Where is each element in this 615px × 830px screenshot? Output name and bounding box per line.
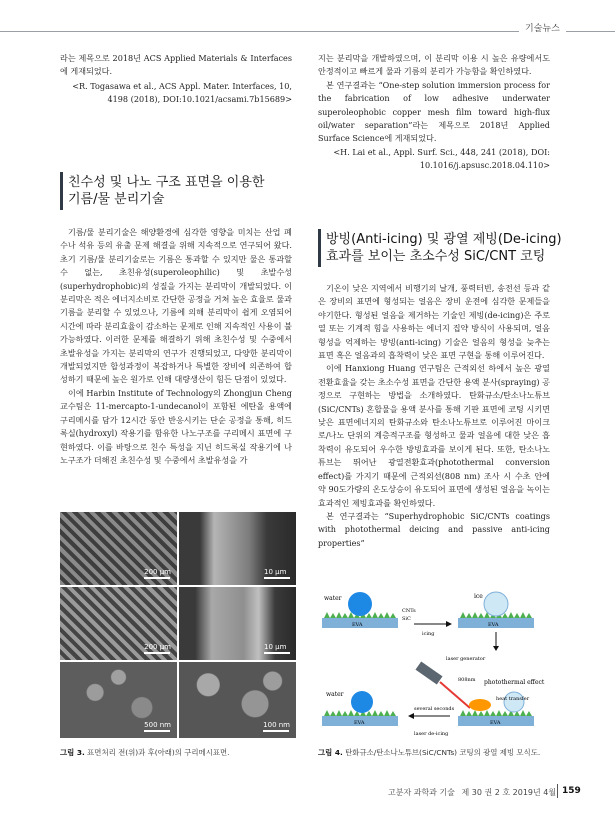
- figure-3: [60, 512, 296, 738]
- figure-4-diagram: [318, 588, 556, 738]
- section-title-line: 기름/물 분리기술: [68, 192, 165, 207]
- footer-journal: 고분자 과학과 기술: [388, 788, 455, 797]
- paragraph: 이에 Hanxiong Huang 연구팀은 근적외선 하에서 높은 광열 전환효율을 갖는 초소수성 표면을 간단한 용액 분사(spraying) 공정으로 구현하는 방법을 소개하였다. 탄화규소/탄소나노튜브(SiC/CNTs) 혼합물을 용액 분사를 통해 기판 표면에 코팅 시키면 낮은 표면에너지의 탄화규소와 탄소나노튜브로 이루어진 마이크로/나노 단위의 계층적구조를 형성하고 물과 얼음에 대한 낮은 흡착력이 유도되어 우수한 방빙효과를 보이게 된다. 또한, 탄소나노튜브는 뛰어난 광열전환효과(photothermal conversion effect)를 가지기 때문에 근적외선(808 nm) 조사 시 수초 안에 약 90도가량의 온도상승이 유도되어 표면에 생성된 얼음을 녹이는 효과적인 제빙효과를 확인하였다.: [318, 363, 550, 508]
- label-eva: EVA: [352, 622, 363, 628]
- water-droplet: [351, 691, 373, 713]
- caption-label: 그림 4.: [318, 748, 343, 757]
- paragraph: 라는 제목으로 2018년 ACS Applied Materials & Interfaces에 게재되었다.: [60, 53, 292, 77]
- section-title: [68, 174, 298, 208]
- right-column-top: [318, 52, 550, 173]
- label-sic: SiC: [402, 616, 411, 622]
- paragraph: 본 연구결과는 “One-step solution immersion process for the fabrication of low adhesive underwater superoleophobic copper mesh film toward high-flux oil/water separation”라는 제목으로 2018년 Applied Surface Science에 게재되었다.: [318, 79, 550, 144]
- page-number: 159: [562, 786, 581, 796]
- section-tab: [519, 20, 577, 42]
- ice-droplet: [484, 592, 508, 616]
- section-title-line: 방빙(Anti-icing) 및 광열 제빙(De-icing): [326, 232, 562, 247]
- paragraph: 기온이 낮은 지역에서 비행기의 날개, 풍력터빈, 송전선 등과 같은 장비의 표면에 형성되는 얼음은 장비 운전에 심각한 문제들을 야기한다. 형성된 얼음을 제거하는 기술인 제빙(de-icing)은 주로 열 또는 기계적 힘을 사용하는 에너지 집약 방식이 사용되며, 얼음 형성을 억제하는 방빙(anti-icing) 기술은 얼음의 형성을 늦추는 표면 혹은 얼음과의 흡착력이 낮은 표면 구현을 통해 이루어진다.: [318, 283, 550, 361]
- reference: <R. Togasawa et al., ACS Appl. Mater. Interfaces, 10, 4198 (2018), DOI:10.1021/acsami.7b15689>: [72, 80, 292, 105]
- arrow-head-icon: [408, 713, 414, 719]
- arrow-head-icon: [493, 646, 499, 651]
- sem-image: [60, 512, 177, 585]
- scale-label: 200 μm: [144, 568, 171, 579]
- figure-3-caption: [60, 747, 300, 758]
- label-cnts: CNTs: [402, 608, 416, 614]
- label-ice: ice: [474, 593, 483, 600]
- left-column-top: [60, 52, 292, 107]
- label-eva: EVA: [488, 622, 499, 628]
- heat-spot: [469, 699, 491, 711]
- sem-image: [179, 662, 296, 738]
- label-water: water: [326, 691, 344, 698]
- scale-label: 500 nm: [144, 721, 171, 732]
- sem-image: [60, 662, 177, 738]
- sem-image: [60, 587, 177, 660]
- paragraph: 지는 분리막을 개발하였으며, 이 분리막 이용 시 높은 유량에서도 안정적이고 빠르게 물과 기름의 분리가 가능함을 확인하였다.: [318, 53, 550, 77]
- footer-issue: 제 30 권 2 호 2019년 4월: [461, 788, 557, 797]
- laser-generator-icon: [415, 661, 442, 684]
- scale-label: 100 nm: [263, 721, 290, 732]
- label-heat-transfer: heat transfer: [496, 696, 530, 702]
- label-icing: icing: [422, 631, 435, 637]
- reference: <H. Lai et al., Appl. Surf. Sci., 448, 241 (2018), DOI: 10.1016/j.apsusc.2018.04.110>: [333, 146, 550, 171]
- label-808nm: 808nm: [458, 677, 476, 683]
- paragraph: 이에 Harbin Institute of Technology의 Zhongjun Cheng 교수팀은 11-mercapto-1-undecanol이 포함된 에탄올 용액에 구리메시를 담가 12시간 동안 반응시키는 단순 공정을 통해, 히드록실(hydroxyl) 작용기를 함유한 나노구조를 구리메시 표면에 구현하였다. 이를 바탕으로 친수 특성을 지닌 히드록실 작용기에 나노구조가 더해진 초친수성 및 수중에서 초발유성을 가: [60, 387, 292, 465]
- sem-image: [179, 587, 296, 660]
- caption-label: 그림 3.: [60, 748, 85, 757]
- section-bar: [60, 172, 63, 210]
- sem-image: [179, 512, 296, 585]
- caption-text: 표면처리 전(위)과 후(아래)의 구리메시표면.: [87, 748, 230, 757]
- right-column-body: [318, 282, 550, 550]
- paragraph: 본 연구결과는 “Superhydrophobic SiC/CNTs coatings with photothermal deicing and passive anti-icing properties”: [318, 510, 550, 548]
- water-droplet: [348, 592, 372, 616]
- footer-divider: [557, 784, 558, 798]
- page-footer: [388, 787, 568, 798]
- label-several-seconds: several seconds: [414, 706, 455, 712]
- section-title: [326, 231, 566, 265]
- scale-label: 10 μm: [264, 568, 290, 579]
- label-laser-deicing: laser de-icing: [414, 731, 449, 737]
- coating-spikes: [460, 710, 532, 716]
- left-column-body: [60, 226, 292, 467]
- caption-text: 탄화규소/탄소나노튜브(SiC/CNTs) 코팅의 광열 제빙 모식도.: [345, 748, 541, 757]
- scale-label: 200 μm: [144, 643, 171, 654]
- section-title-line: 친수성 및 나노 구조 표면을 이용한: [68, 175, 265, 190]
- section-title-line: 효과를 보이는 초소수성 SiC/CNT 코팅: [326, 249, 546, 264]
- label-photothermal: photothermal effect: [484, 679, 545, 686]
- laser-beam: [440, 682, 470, 708]
- label-water: water: [324, 595, 342, 602]
- scale-label: 10 μm: [264, 643, 290, 654]
- arrow-head-icon: [446, 621, 452, 627]
- paragraph: 기름/물 분리기술은 해양환경에 심각한 영향을 미치는 산업 폐수나 석유 등의 유출 문제 해결을 위해 지속적으로 연구되어 왔다. 초기 기름/물 분리기술로는 기름은 통과할 수 있지만 물은 통과할 수 없는, 초친유성(superoleophilic) 및 초발수성(superhydrophobic)의 성질을 가지는 분리막이 개발되었다. 이 분리막은 적은 에너지소비로 간단한 공정을 거쳐 높은 효율로 물과 기름을 분리할 수 있었으나, 기름에 의해 분리막이 쉽게 오염되어 시간에 따라 분리효율이 감소하는 문제로 인해 지속적인 사용이 불가능하였다. 이러한 문제를 해결하기 위해 초친수성 및 수중에서 초발유성을 가지는 분리막의 연구가 진행되었고, 다양한 분리막이 개발되었지만 합성과정이 복잡하거나 특별한 장비에 의존하여 합성하기 때문에 높은 원가로 인해 대량생산이 힘든 단점이 있었다.: [60, 227, 292, 385]
- label-eva: EVA: [354, 720, 365, 726]
- figure-4-caption: [318, 747, 568, 758]
- label-laser-generator: laser generator: [446, 656, 486, 662]
- section-tab-label: 기술뉴스: [519, 20, 566, 38]
- label-eva: EVA: [490, 720, 501, 726]
- section-bar: [318, 229, 321, 267]
- ice-droplet: [504, 692, 524, 712]
